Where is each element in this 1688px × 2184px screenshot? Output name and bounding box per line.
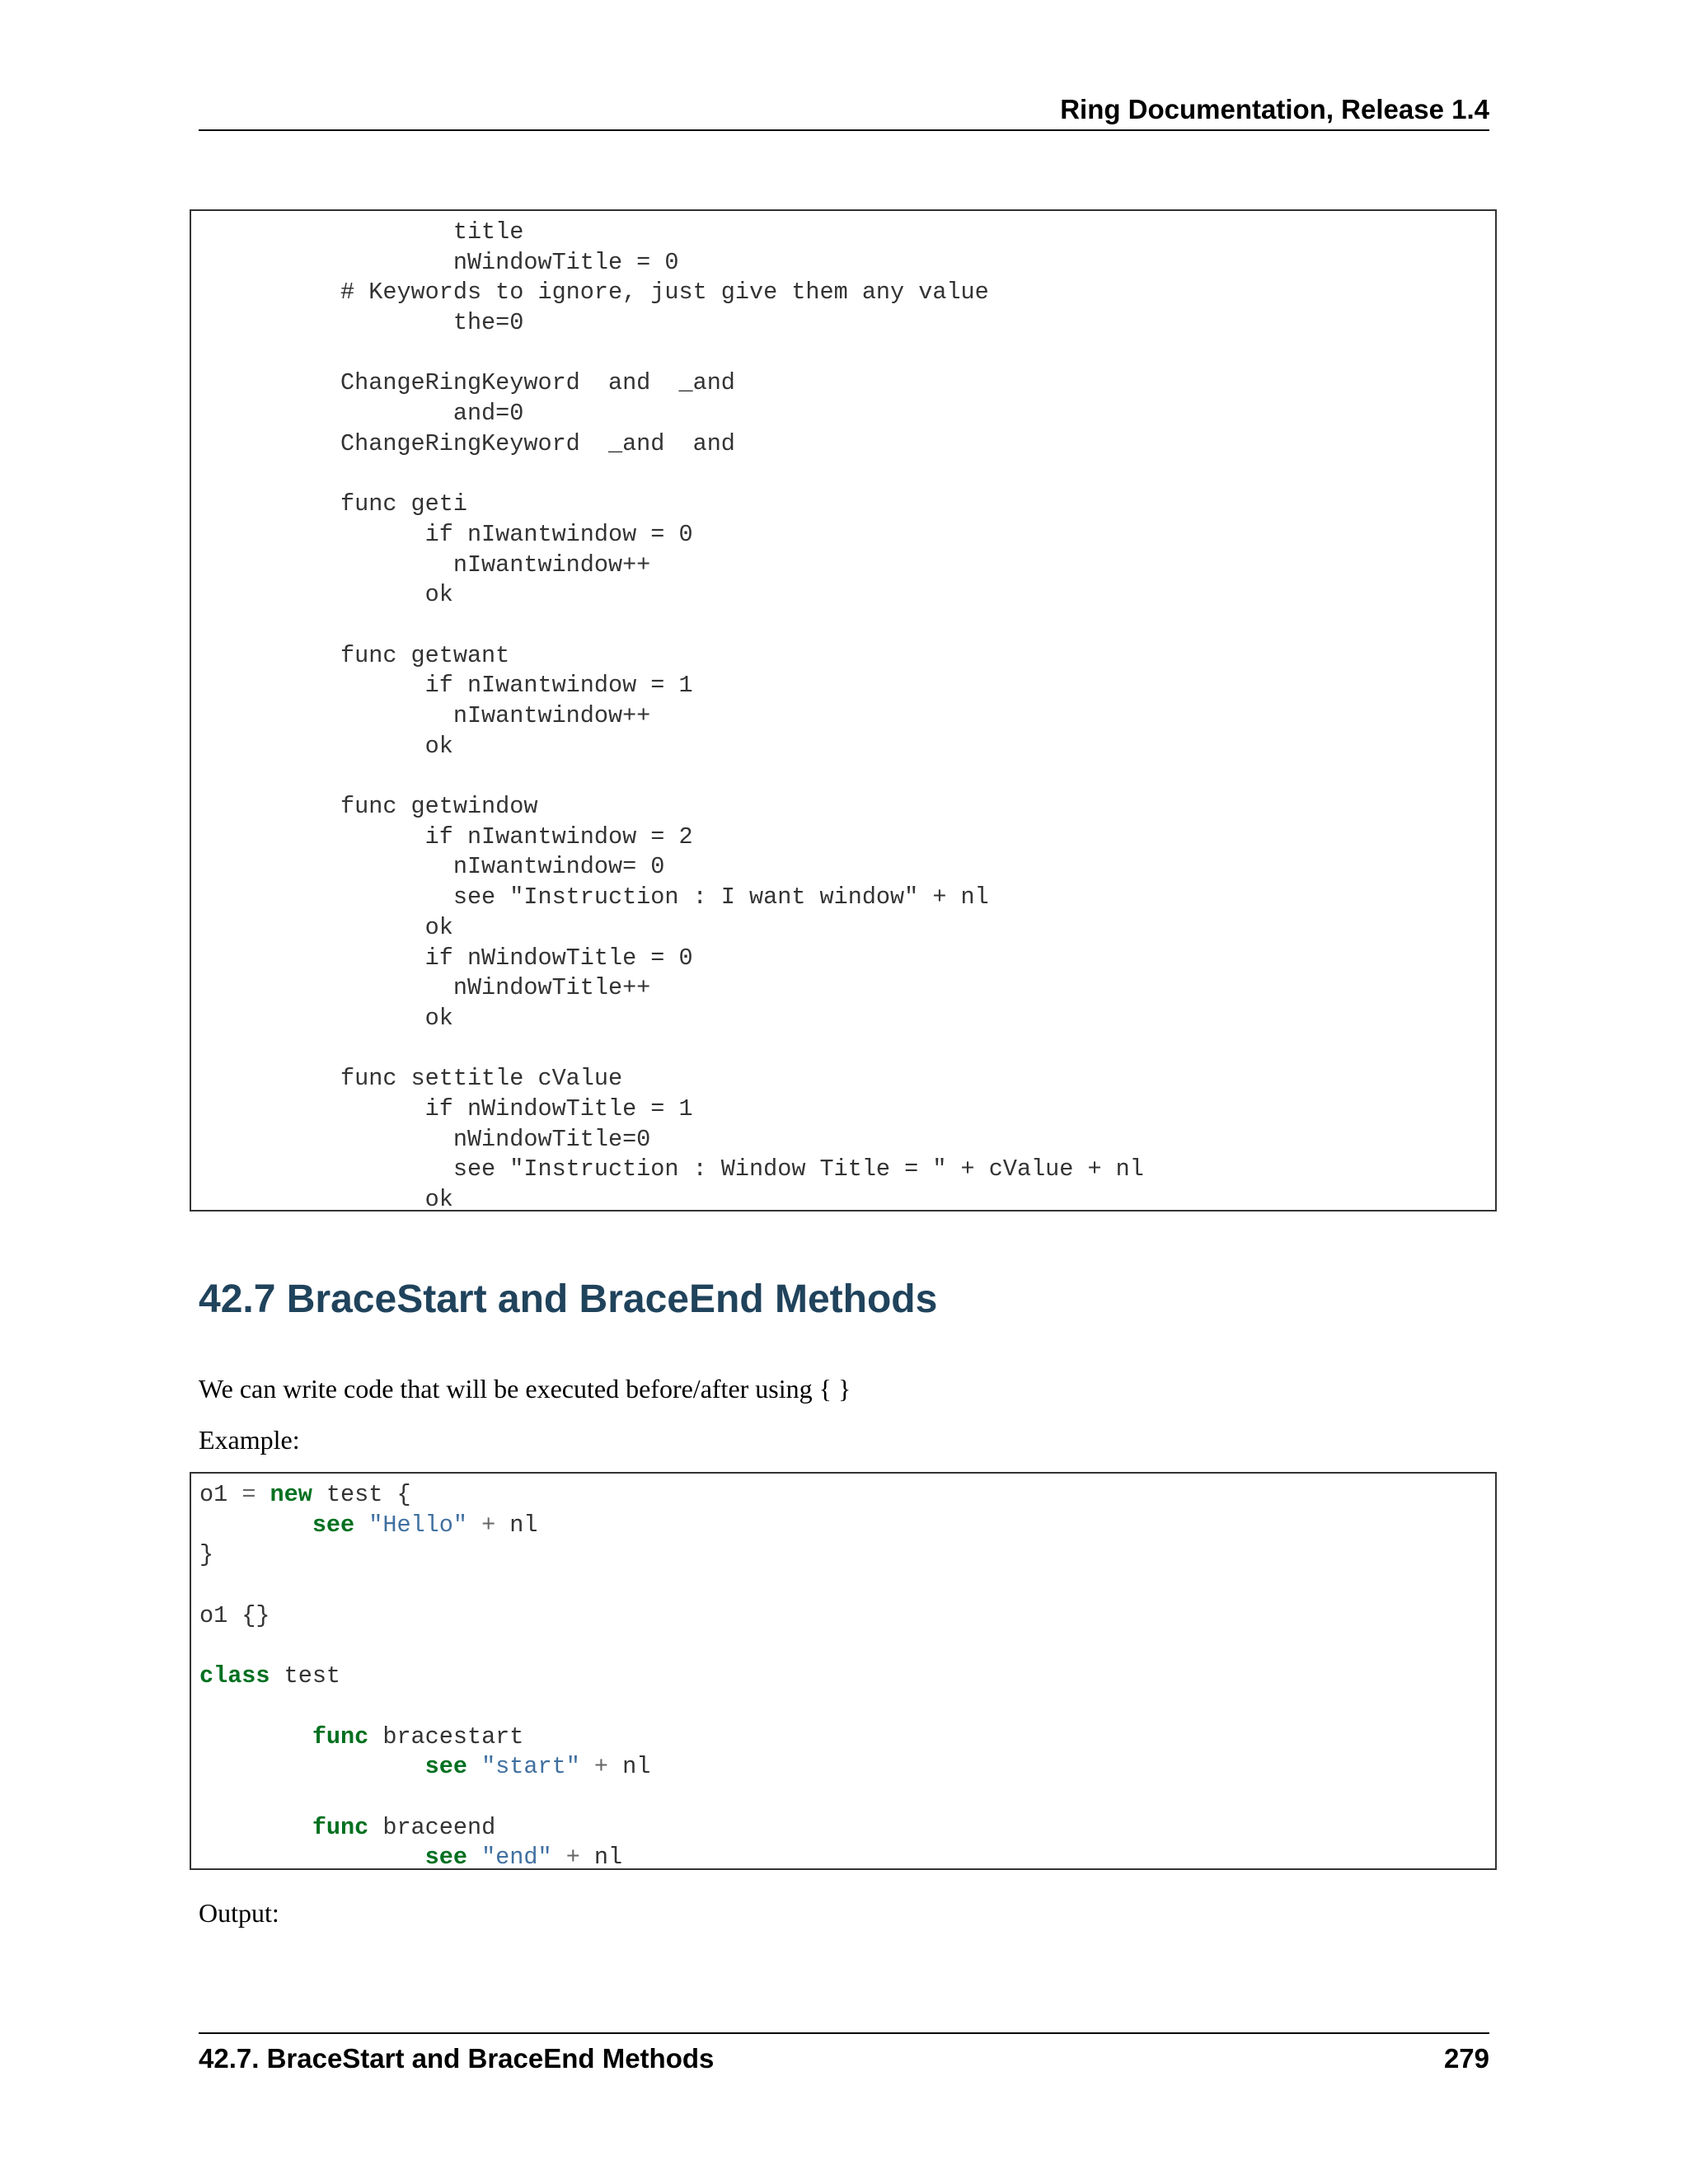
code-line: ok: [199, 1186, 453, 1212]
header-rule: [199, 129, 1489, 131]
code-line: # Keywords to ignore, just give them any value: [199, 279, 989, 307]
code-token: nl: [608, 1753, 651, 1781]
code-token: nl: [495, 1511, 538, 1539]
code-token: [354, 1511, 368, 1539]
code-keyword: see: [312, 1511, 355, 1539]
code-line: [199, 1692, 1495, 1722]
code-line: [199, 460, 1495, 490]
code-line: [199, 1480, 1495, 1511]
page-number: 279: [1443, 2043, 1489, 2074]
code-line: func geti: [199, 490, 467, 518]
example-label: Example:: [199, 1425, 300, 1455]
code-token: [199, 1511, 312, 1539]
code-token: braceend: [368, 1813, 496, 1841]
code-token: }: [199, 1541, 214, 1569]
code-line: nIwantwindow++: [199, 551, 651, 579]
code-line: [199, 339, 1495, 369]
code-token: +: [593, 1753, 609, 1781]
code-keyword: see: [424, 1753, 467, 1781]
code-line: [199, 762, 1495, 792]
code-line: [199, 1752, 1495, 1783]
code-line: [199, 1601, 1495, 1632]
code-line: func getwant: [199, 641, 510, 669]
code-string: "Hello": [368, 1511, 467, 1539]
section-heading: 42.7 BraceStart and BraceEnd Methods: [199, 1277, 938, 1321]
code-line: [199, 1034, 1495, 1065]
code-line: ok: [199, 581, 453, 609]
code-keyword: func: [312, 1813, 369, 1841]
code-token: [580, 1753, 594, 1780]
footer-rule: [199, 2032, 1489, 2034]
code-token: +: [481, 1511, 496, 1539]
code-token: [199, 1814, 312, 1841]
code-line: see "Instruction : Window Title = " + cValue + nl: [199, 1155, 1144, 1183]
code-line: [199, 1511, 1495, 1541]
code-line: [199, 1843, 1495, 1870]
code-line: ok: [199, 1004, 453, 1032]
footer-section-title: 42.7. BraceStart and BraceEnd Methods: [199, 2043, 715, 2074]
code-block-brace-example: [190, 1472, 1497, 1870]
code-token: [552, 1844, 566, 1870]
code-token: +: [565, 1844, 580, 1870]
code-token: [467, 1511, 481, 1539]
code-line: [199, 611, 1495, 641]
code-string: "end": [481, 1844, 552, 1870]
code-token: [467, 1753, 481, 1780]
code-line: [199, 1540, 1495, 1571]
code-keyword: class: [199, 1662, 270, 1690]
code-token: bracestart: [368, 1722, 524, 1750]
code-token: [199, 1723, 312, 1750]
code-line: ok: [199, 913, 453, 941]
code-token: o1 {}: [199, 1601, 270, 1629]
code-keyword: func: [312, 1722, 369, 1750]
code-line: if nIwantwindow = 2: [199, 823, 693, 851]
code-line: ok: [199, 732, 453, 760]
code-token: test {: [312, 1481, 411, 1508]
running-header: Ring Documentation, Release 1.4: [1060, 94, 1489, 124]
code-token: [467, 1844, 481, 1870]
code-token: nl: [579, 1844, 623, 1870]
code-line: nIwantwindow++: [199, 702, 651, 729]
code-token: [256, 1481, 270, 1508]
code-line: if nWindowTitle = 1: [199, 1094, 693, 1122]
code-keyword: new: [270, 1481, 312, 1508]
code-token: o1: [199, 1481, 242, 1508]
code-token: test: [270, 1662, 341, 1690]
code-string: "start": [481, 1753, 580, 1781]
code-line: [199, 1631, 1495, 1661]
code-token: [199, 1753, 425, 1780]
code-line: if nIwantwindow = 1: [199, 672, 693, 700]
code-line: if nWindowTitle = 0: [199, 944, 693, 972]
code-keyword: see: [424, 1844, 467, 1870]
code-line: and=0: [199, 400, 524, 428]
code-block-keywords: [190, 209, 1497, 1212]
code-line: if nIwantwindow = 0: [199, 520, 693, 548]
code-line: the=0: [199, 309, 524, 337]
output-label: Output:: [199, 1898, 279, 1928]
code-line: nIwantwindow= 0: [199, 853, 665, 881]
code-line: [199, 1783, 1495, 1813]
code-line: nWindowTitle++: [199, 974, 651, 1002]
code-line: nWindowTitle=0: [199, 1125, 651, 1153]
code-line: nWindowTitle = 0: [199, 248, 679, 276]
code-token: =: [241, 1481, 256, 1508]
code-line: ChangeRingKeyword _and and: [199, 429, 735, 457]
code-line: [199, 1661, 1495, 1692]
code-line: [199, 1813, 1495, 1844]
code-line: ChangeRingKeyword and _and: [199, 369, 735, 397]
code-line: func settitle cValue: [199, 1065, 623, 1093]
code-line: see "Instruction : I want window" + nl: [199, 883, 989, 912]
code-line: [199, 1571, 1495, 1601]
intro-paragraph: We can write code that will be executed before/after using { }: [199, 1374, 851, 1404]
code-line: [199, 1722, 1495, 1753]
code-line: title: [199, 218, 524, 246]
code-line: func getwindow: [199, 793, 538, 821]
code-token: [199, 1844, 425, 1870]
